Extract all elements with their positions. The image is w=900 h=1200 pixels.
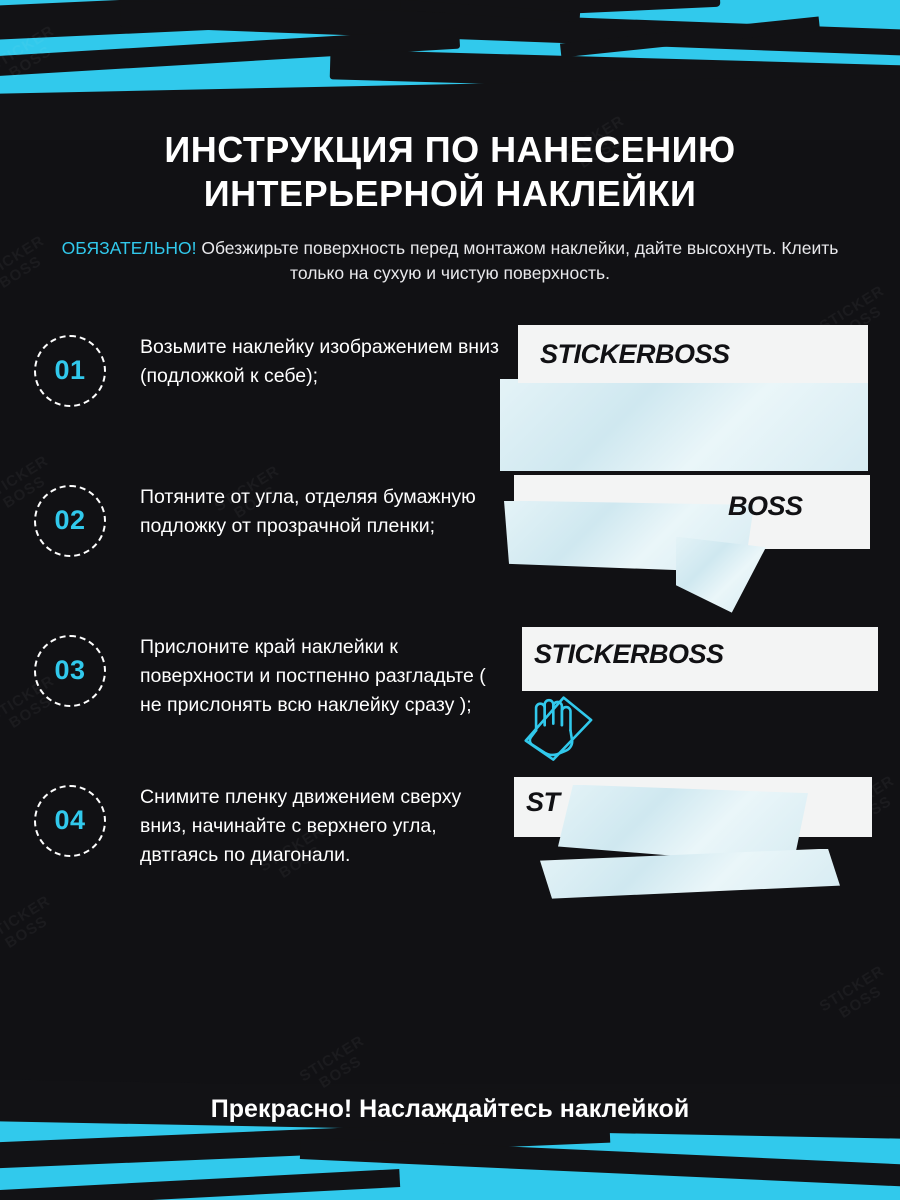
title-line-2: ИНТЕРЬЕРНОЙ НАКЛЕЙКИ	[203, 172, 697, 214]
sticker-backing-paper	[500, 379, 868, 471]
sticker-logo-text: BOSS	[728, 490, 803, 521]
list-item	[0, 621, 900, 771]
steps-list	[0, 321, 900, 921]
step-number-badge: 03	[34, 635, 106, 707]
step-description: Прислоните край наклейки к поверхности и постпенно разгладьте ( не прислонять всю наклейку сразу );	[140, 635, 486, 717]
list-item	[0, 321, 900, 471]
step-number-badge: 04	[34, 785, 106, 857]
page-title	[0, 0, 900, 216]
step-number-badge: 02	[34, 485, 106, 557]
step-description: Возьмите наклейку изображением вниз (подложкой к себе);	[140, 335, 499, 387]
list-item	[0, 771, 900, 921]
list-item	[0, 471, 900, 621]
step-description: Потяните от угла, отделяя бумажную подложку от прозрачной пленки;	[140, 485, 476, 537]
step-number-wrap	[0, 771, 140, 857]
subtitle-text: Обезжирьте поверхность перед монтажом наклейки, дайте высохнуть. Клеить только на сухую и чистую поверхность.	[196, 237, 839, 284]
step-illustration	[500, 471, 900, 621]
subtitle	[58, 236, 842, 287]
transfer-film-peeled	[540, 849, 840, 899]
step-number-wrap	[0, 471, 140, 557]
sticker-logo-text: ST	[526, 786, 560, 817]
sticker-peeled-corner	[676, 537, 766, 613]
smoothing-hand-icon	[512, 677, 598, 763]
title-line-1: ИНСТРУКЦИЯ ПО НАНЕСЕНИЮ	[164, 129, 736, 170]
step-illustration	[500, 771, 900, 921]
sticker-logo-text: STICKERBOSS	[534, 638, 724, 669]
step-illustration	[500, 321, 900, 471]
step-illustration	[500, 621, 900, 771]
subtitle-highlight: ОБЯЗАТЕЛЬНО!	[61, 237, 197, 258]
footer-message: Прекрасно! Наслаждайтесь наклейкой	[210, 1095, 690, 1123]
step-number-wrap	[0, 621, 140, 707]
sticker-logo-text: STICKERBOSS	[540, 338, 730, 369]
step-description: Снимите пленку движением сверху вниз, начинайте с верхнего угла, двтгаясь по диагонали.	[140, 785, 462, 867]
watermark-text	[817, 963, 895, 1028]
step-number-wrap	[0, 321, 140, 407]
step-number-badge: 01	[34, 335, 106, 407]
